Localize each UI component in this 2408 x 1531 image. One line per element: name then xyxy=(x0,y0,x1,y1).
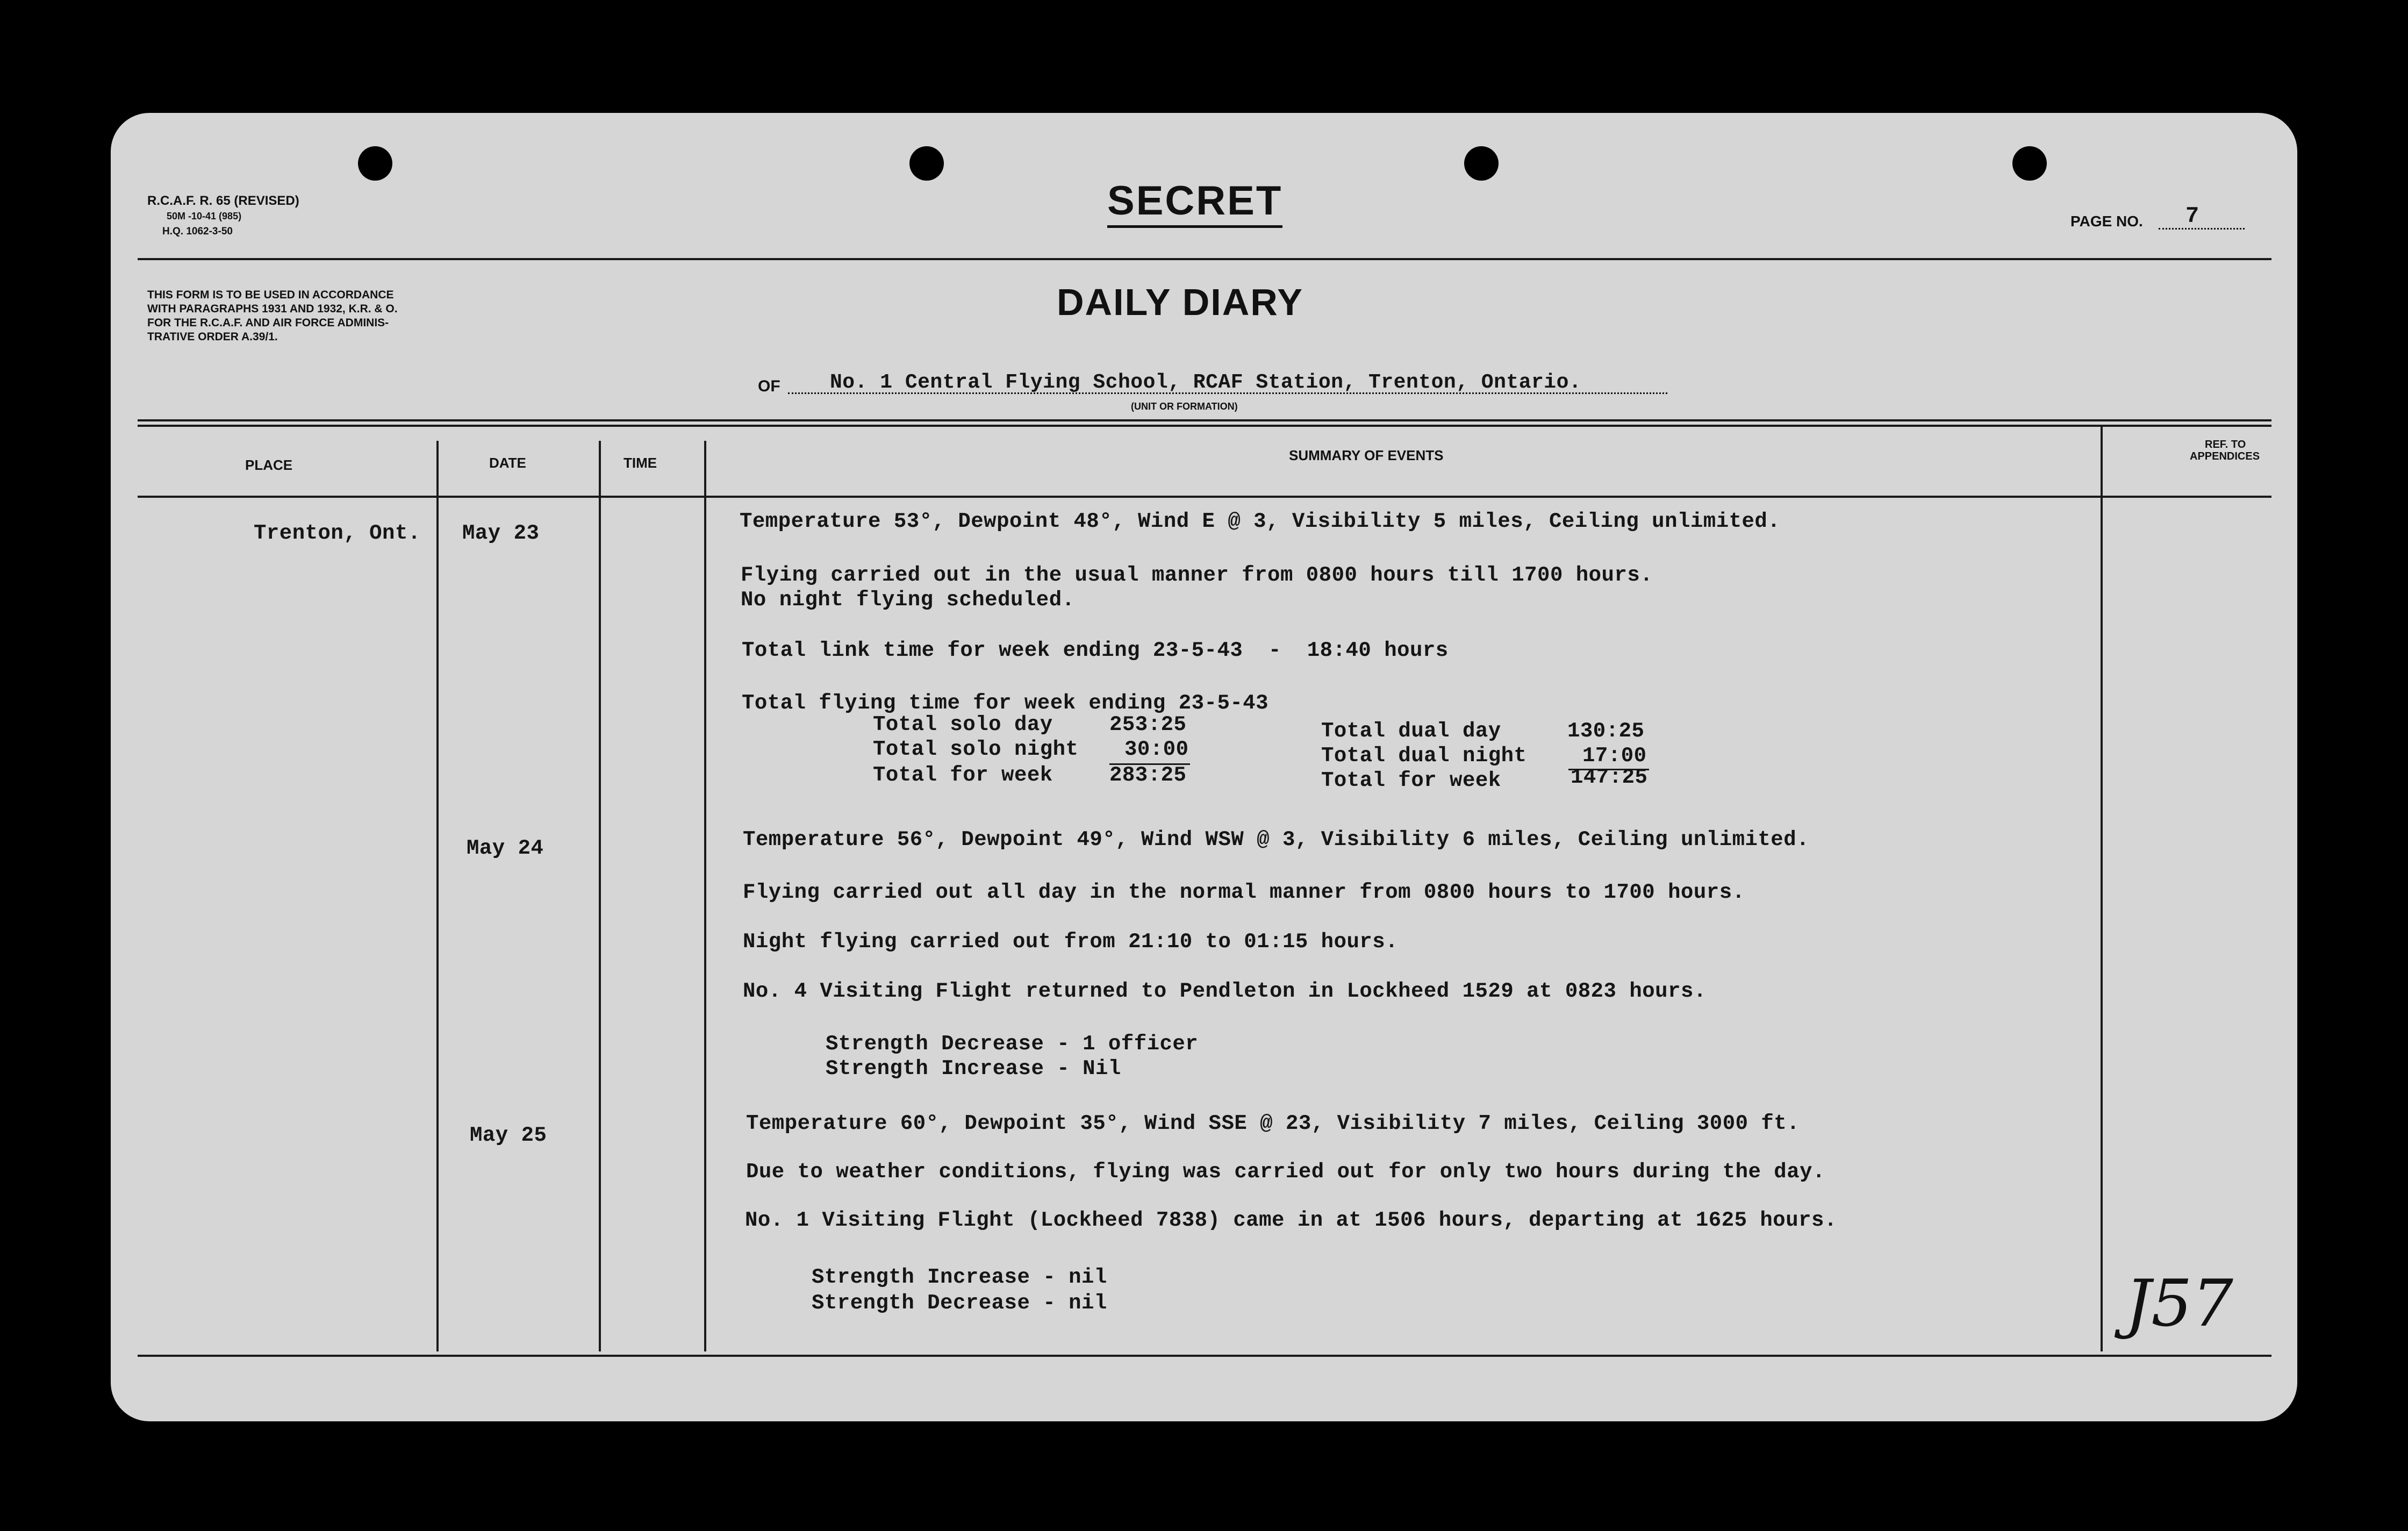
diary-form-card xyxy=(111,113,2297,1421)
strength-entry: Strength Decrease - 1 officer xyxy=(826,1032,1199,1056)
weather-entry: Temperature 56°, Dewpoint 49°, Wind WSW @ 3, Visibility 6 miles, Ceiling unlimited. xyxy=(743,828,1810,852)
weather-entry: Temperature 53°, Dewpoint 48°, Wind E @ 3, Visibility 5 miles, Ceiling unlimited. xyxy=(740,510,1781,533)
strength-entry: Strength Increase - nil xyxy=(812,1265,1107,1289)
column-divider xyxy=(599,441,601,1351)
unit-caption: (UNIT OR FORMATION) xyxy=(1131,401,1238,412)
strength-entry: Strength Decrease - nil xyxy=(812,1291,1107,1315)
total-label: Total dual night xyxy=(1321,744,1527,768)
secret-heading: SECRET xyxy=(1107,177,1282,228)
summary-line: No. 4 Visiting Flight returned to Pendleton in Lockheed 1529 at 0823 hours. xyxy=(743,979,1707,1003)
column-header-place: PLACE xyxy=(245,457,293,473)
total-value: 147:25 xyxy=(1571,766,1648,789)
summary-line: Flying carried out in the usual manner from 0800 hours till 1700 hours. xyxy=(741,563,1653,587)
total-value: 17:00 xyxy=(1582,744,1647,768)
total-label: Total solo night xyxy=(873,738,1079,761)
summary-line: Due to weather conditions, flying was carried out for only two hours during the day. xyxy=(746,1160,1825,1184)
table-top-rule xyxy=(138,419,2271,421)
summary-line: Night flying carried out from 21:10 to 01:15 hours. xyxy=(743,930,1399,954)
page-number-line xyxy=(2159,228,2245,230)
weather-entry: Temperature 60°, Dewpoint 35°, Wind SSE @ 23, Visibility 7 miles, Ceiling 3000 ft. xyxy=(746,1112,1800,1135)
total-value: 253:25 xyxy=(1109,713,1187,736)
summary-line: No. 1 Visiting Flight (Lockheed 7838) came in at 1506 hours, departing at 1625 hours. xyxy=(745,1208,1837,1232)
punch-hole xyxy=(2012,146,2047,181)
summary-line: Total flying time for week ending 23-5-43 xyxy=(742,691,1269,715)
summary-line: Total link time for week ending 23-5-43 - 18:40 hours xyxy=(742,639,1449,662)
place-entry: Trenton, Ont. xyxy=(254,521,421,545)
column-divider xyxy=(704,441,706,1351)
instructions-line: THIS FORM IS TO BE USED IN ACCORDANCE xyxy=(147,289,394,301)
column-header-summary: SUMMARY OF EVENTS xyxy=(1289,447,1444,463)
column-header-date: DATE xyxy=(489,455,526,471)
column-divider xyxy=(436,441,439,1351)
date-entry: May 24 xyxy=(467,836,544,860)
page-title: DAILY DIARY xyxy=(1057,281,1303,323)
column-header-time: TIME xyxy=(624,455,657,471)
table-top-rule xyxy=(138,425,2271,427)
form-instructions xyxy=(147,288,398,344)
total-label: Total for week xyxy=(1321,769,1501,792)
table-bottom-rule xyxy=(138,1355,2271,1357)
page-label: PAGE NO. xyxy=(2070,213,2143,230)
handwritten-mark: J57 xyxy=(2125,1267,2233,1341)
instructions-line: TRATIVE ORDER A.39/1. xyxy=(147,331,278,343)
strength-entry: Strength Increase - Nil xyxy=(826,1057,1121,1081)
date-entry: May 23 xyxy=(462,521,540,545)
column-header-ref: APPENDICES xyxy=(2190,450,2260,462)
punch-hole xyxy=(358,146,392,181)
column-header-ref: REF. TO xyxy=(2205,439,2246,450)
total-value: 30:00 xyxy=(1124,738,1189,761)
instructions-line: WITH PARAGRAPHS 1931 AND 1932, K.R. & O. xyxy=(147,303,398,315)
of-label: OF xyxy=(758,377,780,395)
instructions-line: FOR THE R.C.A.F. AND AIR FORCE ADMINIS- xyxy=(147,317,389,329)
total-label: Total for week xyxy=(873,763,1053,787)
total-label: Total solo day xyxy=(873,713,1053,736)
unit-name: No. 1 Central Flying School, RCAF Station, Trenton, Ontario. xyxy=(830,371,1582,394)
header-rule xyxy=(138,258,2271,260)
date-entry: May 25 xyxy=(470,1124,547,1147)
total-value: 283:25 xyxy=(1109,763,1187,787)
punch-hole xyxy=(909,146,944,181)
punch-hole xyxy=(1464,146,1499,181)
total-label: Total dual day xyxy=(1321,719,1501,743)
summary-line: No night flying scheduled. xyxy=(741,588,1075,612)
form-hq-code: H.Q. 1062-3-50 xyxy=(162,226,233,237)
form-print-code: 50M -10-41 (985) xyxy=(167,211,242,221)
page-number: 7 xyxy=(2185,203,2199,229)
form-id: R.C.A.F. R. 65 (REVISED) xyxy=(147,194,299,208)
column-header-rule xyxy=(138,496,2271,498)
summary-line: Flying carried out all day in the normal manner from 0800 hours to 1700 hours. xyxy=(743,881,1745,904)
total-value: 130:25 xyxy=(1567,719,1645,743)
column-divider xyxy=(2101,425,2103,1351)
